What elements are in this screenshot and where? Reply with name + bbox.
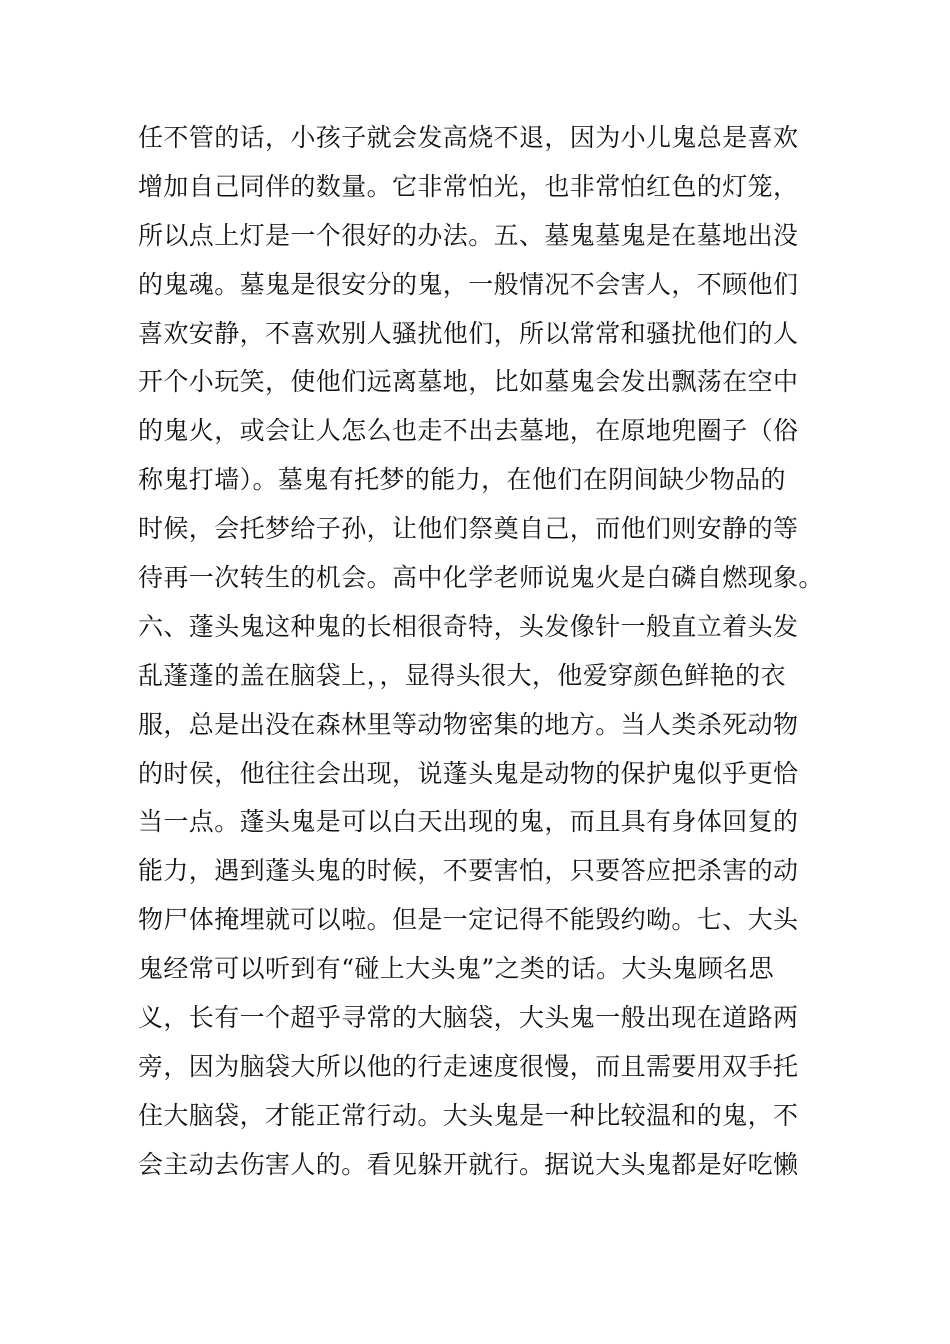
text-line: 六、蓬头鬼这种鬼的长相很奇特，头发像针一般直立着头发	[138, 611, 799, 641]
text-line: 服，总是出没在森林里等动物密集的地方。当人类杀死动物	[138, 709, 799, 739]
text-line: 鬼经常可以听到有“碰上大头鬼”之类的话。大头鬼顾名思	[138, 954, 774, 984]
text-line: 增加自己同伴的数量。它非常怕光，也非常怕红色的灯笼，	[138, 171, 799, 201]
text-line: 待再一次转生的机会。高中化学老师说鬼火是白磷自燃现象。	[138, 563, 824, 593]
text-line: 义，长有一个超乎寻常的大脑袋，大头鬼一般出现在道路两	[138, 1003, 799, 1033]
text-line: 物尸体掩埋就可以啦。但是一定记得不能毁约呦。七、大头	[138, 905, 799, 935]
text-line: 能力，遇到蓬头鬼的时候，不要害怕，只要答应把杀害的动	[138, 856, 799, 886]
text-line: 的时侯，他往往会出现，说蓬头鬼是动物的保护鬼似乎更恰	[138, 758, 799, 788]
text-line: 乱蓬蓬的盖在脑袋上，，显得头很大，他爱穿颜色鲜艳的衣	[138, 660, 786, 690]
text-line: 所以点上灯是一个很好的办法。五、墓鬼墓鬼是在墓地出没	[138, 220, 799, 250]
text-line: 喜欢安静，不喜欢别人骚扰他们，所以常常和骚扰他们的人	[138, 318, 799, 348]
text-line: 住大脑袋，才能正常行动。大头鬼是一种比较温和的鬼，不	[138, 1100, 799, 1130]
text-line: 开个小玩笑，使他们远离墓地，比如墓鬼会发出飘荡在空中	[138, 367, 799, 397]
text-line: 称鬼打墙）。墓鬼有托梦的能力，在他们在阴间缺少物品的	[138, 465, 786, 495]
body-text	[138, 114, 824, 1190]
text-line: 的鬼火，或会让人怎么也走不出去墓地，在原地兜圈子（俗	[138, 416, 799, 446]
text-line: 当一点。蓬头鬼是可以白天出现的鬼，而且具有身体回复的	[138, 807, 799, 837]
text-line: 的鬼魂。墓鬼是很安分的鬼，一般情况不会害人，不顾他们	[138, 269, 799, 299]
text-line: 时候，会托梦给子孙，让他们祭奠自己，而他们则安静的等	[138, 514, 799, 544]
text-line: 旁，因为脑袋大所以他的行走速度很慢，而且需要用双手托	[138, 1051, 799, 1081]
text-line: 任不管的话，小孩子就会发高烧不退，因为小儿鬼总是喜欢	[138, 123, 799, 152]
text-line: 会主动去伤害人的。看见躲开就行。据说大头鬼都是好吃懒	[138, 1149, 799, 1179]
